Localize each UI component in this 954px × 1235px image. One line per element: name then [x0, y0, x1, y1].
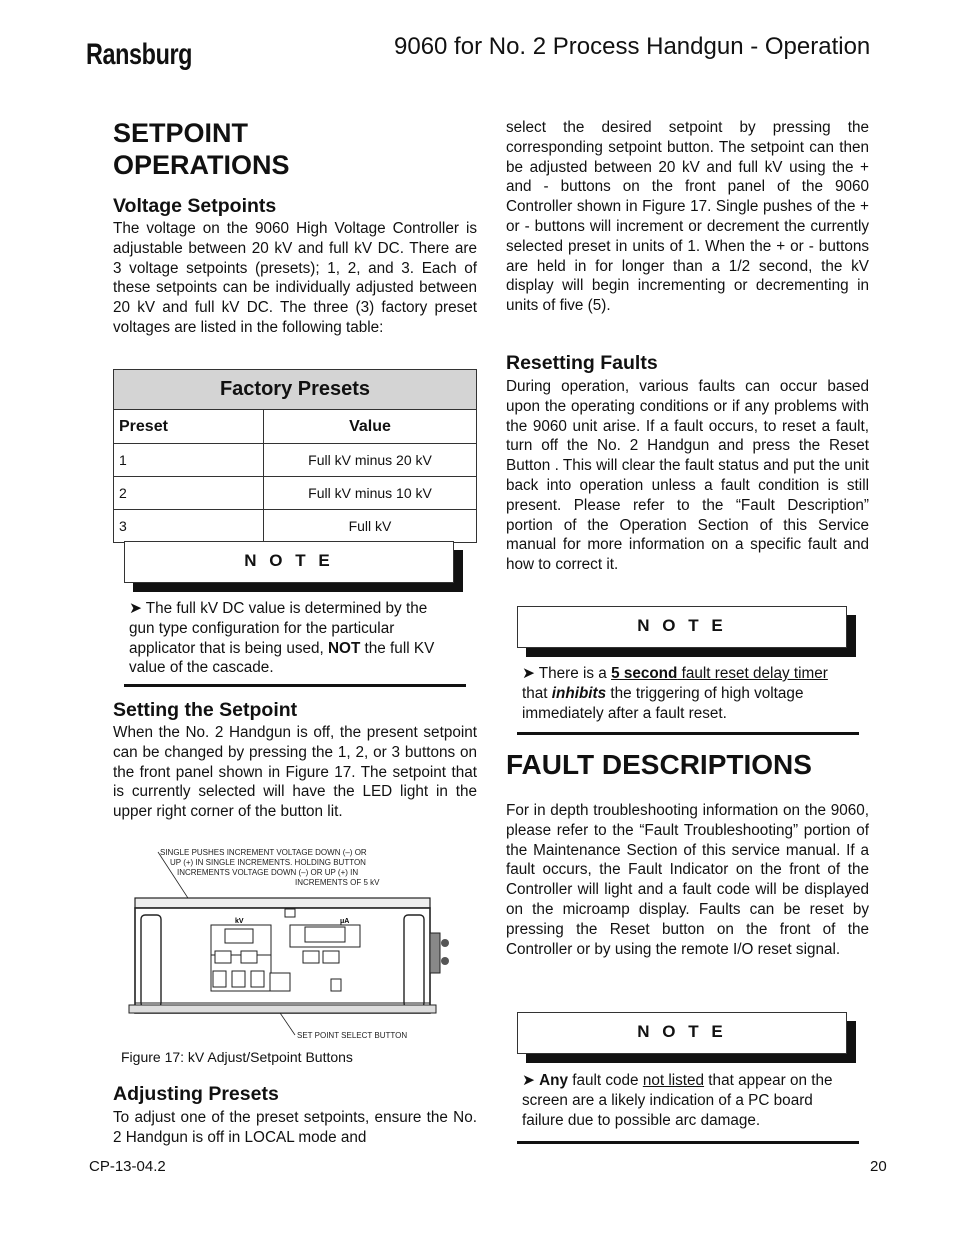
adjusting-presets-text: To adjust one of the preset setpoints, ensure the No. 2 Handgun is off in LOCAL mode and: [113, 1109, 477, 1146]
callout-text: UP (+) IN SINGLE INCREMENTS. HOLDING BUTTON: [170, 858, 366, 867]
preset-cell: 3: [114, 510, 264, 543]
kv-label: kV: [235, 918, 244, 925]
value-cell: Full kV minus 10 kV: [264, 477, 477, 510]
callout-text: INCREMENTS OF 5 kV: [295, 878, 380, 887]
note-box-2: N O T E: [517, 606, 847, 648]
note-3-mid: fault code: [567, 1072, 643, 1089]
table-row: [114, 510, 477, 543]
document-title: 9060 for No. 2 Process Handgun - Operation: [394, 33, 871, 60]
section-title: [113, 117, 290, 181]
resetting-faults-heading: Resetting Faults: [506, 352, 658, 374]
voltage-setpoints-heading: Voltage Setpoints: [113, 195, 277, 217]
brand-logo: Ransburg: [86, 38, 193, 71]
section-title-line1: SETPOINT: [113, 118, 249, 148]
controller-front-panel-figure: [125, 843, 455, 1048]
value-cell: Full kV minus 20 kV: [264, 444, 477, 477]
callout-text: INCREMENTS VOLTAGE DOWN (–) OR UP (+) IN: [177, 868, 359, 877]
callout-text: SET POINT SELECT BUTTON: [297, 1031, 408, 1040]
note-1-rule: [124, 684, 466, 687]
value-cell: Full kV: [264, 510, 477, 543]
figure-caption: Figure 17: kV Adjust/Setpoint Buttons: [121, 1049, 353, 1065]
column-header-preset: Preset: [114, 410, 264, 444]
resetting-faults-text: During operation, various faults can occur based upon the operating conditions or if any problems with the 9060 unit arise. If a fault occurs, to reset a fault, turn off the No. 2 Handgun and press the Reset Button . This will clear the fault status and put the unit back into operation unless a fault condition is still present. Please refer to the “Fault Description” portion of the Operation Section of this Service manual for more information on a specific fault and how to correct it.: [506, 378, 869, 574]
note-1-part1: ➤ The full kV DC value is determined by the gun type configuration for the particular applicator that is being used,: [129, 600, 428, 657]
note-2-underline: fault reset delay timer: [677, 665, 828, 682]
note-1-part2: the full KV value of the cascade.: [129, 639, 435, 677]
note-3-bold: Any: [539, 1072, 568, 1089]
callout-text: SINGLE PUSHES INCREMENT VOLTAGE DOWN (–) OR: [160, 848, 367, 857]
note-3-underline: not listed: [642, 1072, 705, 1089]
note-2-rest: the triggering of high voltage immediately after a fault reset.: [522, 684, 804, 722]
section-title-line2: OPERATIONS: [113, 150, 290, 180]
table-row: [114, 477, 477, 510]
note-1-text: [129, 599, 449, 678]
note-2-bold-italic: inhibits: [551, 684, 607, 702]
note-3-rest: that appear on the screen are a likely indication of a PC board failure due to possible arc damage.: [522, 1072, 833, 1129]
voltage-setpoints-text: The voltage on the 9060 High Voltage Controller is adjustable between 20 kV and full kV DC. There are 3 voltage setpoints (presets); 1, 2, and 3. Each of these setpoints can be individually adjusted between 20 kV and full kV DC. The three (3) factory preset voltages are listed in the following table:: [113, 220, 477, 336]
setting-setpoint-heading: Setting the Setpoint: [113, 699, 298, 721]
note-3-prefix: ➤: [522, 1072, 540, 1089]
preset-cell: 2: [114, 477, 264, 510]
note-1-bold: NOT: [328, 639, 361, 657]
adjusting-presets-paragraph: [113, 1108, 477, 1148]
note-3-rule: [517, 1141, 859, 1144]
note-2-mid: that: [522, 684, 552, 702]
resetting-faults-paragraph: [506, 377, 869, 575]
note-box-1: N O T E: [124, 541, 454, 583]
adjusting-presets-heading: Adjusting Presets: [113, 1083, 279, 1105]
ua-label: μA: [340, 918, 350, 925]
document-number: CP-13-04.2: [89, 1158, 166, 1175]
fault-descriptions-paragraph: [506, 801, 869, 959]
adjusting-continued-text: select the desired setpoint by pressing the corresponding setpoint button. The setpoint can then be adjusted between 20 kV and full kV using the + and - buttons on the front panel of the 9060 Controller shown in Figure 17. Single pushes of the + or - buttons will increment or decrement the currently selected preset in units of 1. When the + or - buttons are held in for longer than a 1/2 second, the kV display will begin incrementing or decrementing in units of five (5).: [506, 119, 869, 315]
note-3-text: [522, 1071, 842, 1130]
table-row: [114, 444, 477, 477]
fault-descriptions-text: For in depth troubleshooting information on the 9060, please refer to the “Fault Troubleshooting” portion of the Maintenance Section of this service manual. If a fault occurs, the Fault Indicator on the front of the Controller will light and a fault code will be displayed on the microamp display. Faults can be reset by pressing the Reset button on the front of the Controller or by using the remote I/O reset signal.: [506, 802, 869, 958]
table-title: Factory Presets: [114, 370, 477, 410]
voltage-setpoints-paragraph: [113, 219, 477, 338]
setting-setpoint-text: When the No. 2 Handgun is off, the present setpoint can be changed by pressing the 1, 2, or 3 buttons on the front panel shown in Figure 17. The setpoint that is currently selected will have the LED light in the upper right corner of the button lit.: [113, 724, 477, 821]
page-number: 20: [870, 1158, 887, 1175]
column-header-value: Value: [264, 410, 477, 444]
setting-setpoint-paragraph: [113, 723, 477, 822]
factory-presets-table: [113, 369, 477, 543]
fault-descriptions-title: FAULT DESCRIPTIONS: [506, 749, 812, 780]
note-2-bold: 5 second: [611, 665, 678, 682]
note-2-text: [522, 664, 842, 723]
note-box-3: N O T E: [517, 1012, 847, 1054]
note-2-prefix: ➤ There is a: [522, 665, 612, 682]
adjusting-continued-paragraph: [506, 118, 869, 316]
preset-cell: 1: [114, 444, 264, 477]
note-2-rule: [517, 732, 859, 735]
